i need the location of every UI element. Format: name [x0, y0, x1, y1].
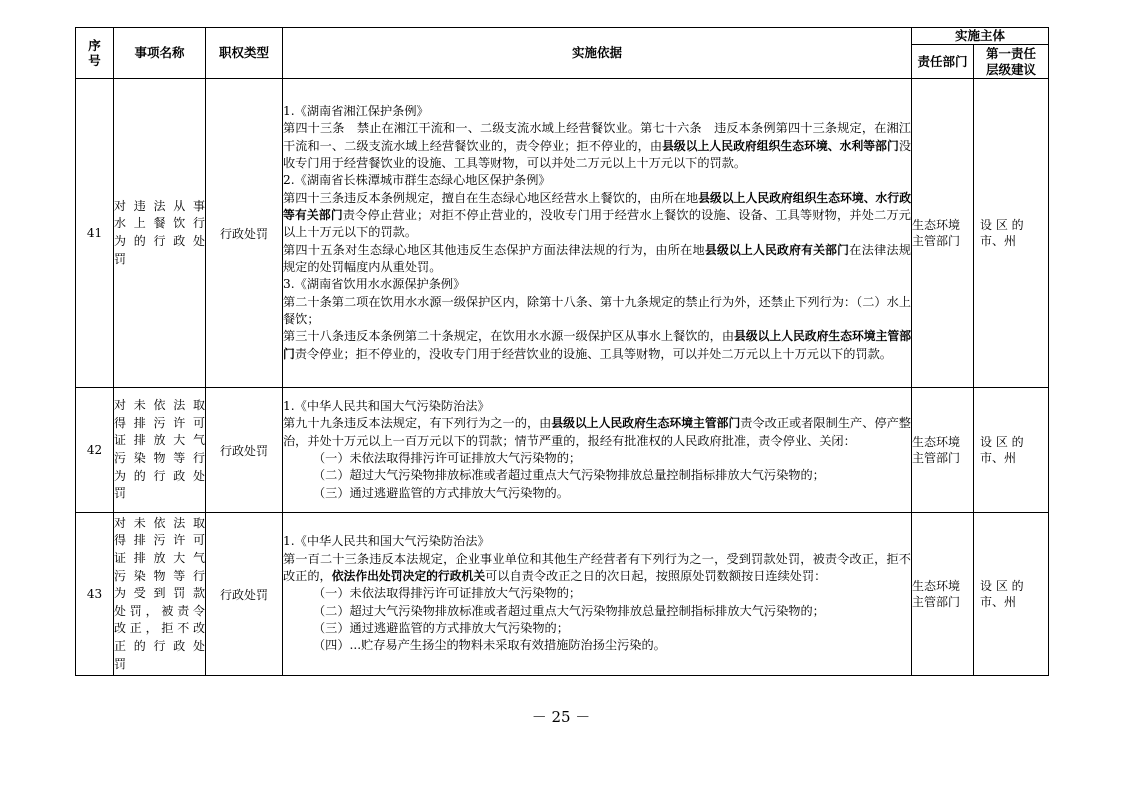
page-number: － 25 － — [531, 708, 591, 726]
item-name-line: 证排放大气 — [114, 433, 205, 448]
basis-text: 1.《中华人民共和国大气污染防治法》 — [283, 534, 490, 549]
basis-paragraph — [283, 533, 911, 550]
item-name-line: 罚 — [114, 251, 127, 266]
basis-text: 责令改正或者限制生产、停产整治，并处十万元以上一百万元以下的罚款；情节严重的，报经有批准权的人民政府批准，责令停业、关闭： — [283, 416, 911, 448]
header-dept: 责任部门 — [912, 45, 974, 79]
responsible-authority: 县级以上人民政府组织生态环境、水行政等有关部门 — [283, 190, 911, 222]
responsible-dept-line: 主管部门 — [912, 595, 961, 609]
responsibility-level-line: 设 区 的 — [980, 434, 1024, 449]
regulation-table — [75, 27, 1049, 676]
responsible-dept-line: 生态环境 — [912, 217, 961, 232]
basis-text: （一）未依法取得排污许可证排放大气污染物的； — [313, 586, 582, 601]
row-number: 42 — [76, 388, 114, 513]
basis-paragraph — [283, 328, 911, 363]
implementation-basis — [283, 388, 912, 513]
item-name — [114, 79, 206, 388]
basis-paragraph — [283, 603, 911, 620]
basis-paragraph — [283, 415, 911, 450]
responsibility-level — [974, 513, 1049, 676]
item-name-line: 为受到罚款 — [114, 586, 205, 601]
basis-text: 第四十三条违反本条例规定，擅自在生态绿心地区经营水上餐饮的，由所在地 — [283, 190, 699, 205]
basis-paragraph — [283, 485, 911, 502]
header-name: 事项名称 — [114, 28, 206, 79]
implementation-basis — [283, 513, 912, 676]
item-name-line: 处罚，被责令 — [114, 603, 205, 618]
basis-text: 责令停止营业；对拒不停止营业的，没收专门用于经营水上餐饮的设施、设备、工具等财物，并处二万元以上十万元以下的罚款。 — [283, 207, 911, 240]
item-name-line: 对未依法取 — [114, 515, 205, 530]
header-seq — [76, 28, 114, 79]
basis-paragraph — [283, 398, 911, 415]
basis-text: （一）未依法取得排污许可证排放大气污染物的； — [313, 451, 582, 465]
item-name — [114, 388, 206, 513]
item-name-line: 对未依法取 — [114, 398, 205, 413]
responsible-dept-line: 主管部门 — [912, 234, 961, 248]
responsible-dept-line: 主管部门 — [912, 451, 961, 465]
basis-text: （二）超过大气污染物排放标准或者超过重点大气污染物排放总量控制指标排放大气污染物的； — [313, 468, 825, 483]
basis-text: 第四十五条对生态绿心地区其他违反生态保护方面法律法规的行为，由所在地 — [283, 242, 705, 257]
basis-text: 第四十三条 禁止在湘江干流和一、二级支流水域上经营餐饮业。第七十六条 违反本条例第四十三条规定，在湘江干流和一、二级支流水域上经营餐饮业的，责令停业；拒不停业的，由 — [283, 121, 911, 153]
power-type: 行政处罚 — [206, 79, 283, 388]
responsible-authority: 依法作出处罚决定的行政机关 — [331, 568, 486, 583]
table-row — [76, 79, 1049, 388]
basis-text: 第一百二十三条违反本法规定，企业事业单位和其他生产经营者有下列行为之一，受到罚款处罚，被责令改正，拒不改正的， — [283, 551, 911, 583]
basis-paragraph — [283, 172, 911, 189]
basis-text: （二）超过大气污染物排放标准或者超过重点大气污染物排放总量控制指标排放大气污染物的； — [313, 603, 825, 618]
header-level-label: 第一责任层级建议 — [985, 45, 1036, 77]
basis-text: 责令停业；拒不停业的，没收专门用于经营饮业的设施、工具等财物，可以并处二万元以上十万元以下的罚款。 — [294, 346, 892, 361]
basis-text: 1.《湖南省湘江保护条例》 — [283, 103, 429, 118]
basis-paragraph — [283, 450, 911, 467]
header-entity: 实施主体 — [912, 28, 1049, 45]
basis-paragraph — [283, 190, 911, 242]
basis-paragraph — [283, 103, 911, 120]
header-kind: 职权类型 — [206, 28, 283, 79]
basis-paragraph — [283, 120, 911, 172]
table-row — [76, 513, 1049, 676]
item-name-line: 得排污许可 — [114, 415, 205, 430]
basis-paragraph — [283, 242, 911, 277]
header-seq-label: 序号 — [88, 38, 101, 68]
basis-text: 没收专门用于经营餐饮业的设施、工具等财物，可以并处二万元以上十万元以下的罚款。 — [283, 138, 911, 170]
basis-text: 在法律法规规定的处罚幅度内从重处罚。 — [283, 242, 911, 275]
responsible-dept — [912, 513, 974, 676]
basis-paragraph — [283, 294, 911, 329]
responsible-dept — [912, 79, 974, 388]
header-basis: 实施依据 — [283, 28, 912, 79]
responsibility-level-line: 市、州 — [980, 234, 1017, 248]
basis-text: 1.《中华人民共和国大气污染防治法》 — [283, 398, 490, 413]
item-name-line: 为的行政处 — [114, 468, 205, 483]
responsibility-level-line: 市、州 — [980, 451, 1017, 465]
item-name-line: 污染物等行 — [114, 568, 205, 583]
item-name — [114, 513, 206, 676]
basis-text: 第三十八条违反本条例第二十条规定，在饮用水水源一级保护区从事水上餐饮的，由 — [283, 329, 735, 344]
responsibility-level-line: 市、州 — [980, 595, 1017, 609]
basis-text: 第九十九条违反本法规定，有下列行为之一的，由 — [283, 416, 552, 431]
item-name-line: 对违法从事 — [114, 198, 205, 213]
responsibility-level — [974, 388, 1049, 513]
table-row — [76, 388, 1049, 513]
item-name-line: 证排放大气 — [114, 551, 205, 566]
item-name-line: 罚 — [114, 656, 127, 671]
responsibility-level — [974, 79, 1049, 388]
basis-text: 2.《湖南省长株潭城市群生态绿心地区保护条例》 — [283, 173, 551, 188]
basis-paragraph — [283, 620, 911, 637]
responsible-authority: 县级以上人民政府生态环境主管部门 — [551, 416, 741, 431]
item-name-line: 正的行政处 — [114, 638, 205, 653]
basis-paragraph — [283, 467, 911, 484]
power-type: 行政处罚 — [206, 513, 283, 676]
basis-text: 可以自责令改正之日的次日起，按照原处罚数额按日连续处罚： — [485, 568, 827, 583]
basis-text: （三）通过逃避监管的方式排放大气污染物的。 — [313, 485, 569, 500]
header-level — [974, 45, 1049, 79]
row-number: 41 — [76, 79, 114, 388]
responsible-dept-line: 生态环境 — [912, 578, 961, 593]
basis-text: 第二十条第二项在饮用水水源一级保护区内，除第十八条、第十九条规定的禁止行为外，还禁止下列行为：（二）水上餐饮； — [283, 294, 911, 327]
basis-paragraph — [283, 551, 911, 586]
responsible-authority: 县级以上人民政府组织生态环境、水利等部门 — [662, 138, 899, 153]
power-type: 行政处罚 — [206, 388, 283, 513]
responsibility-level-line: 设 区 的 — [980, 217, 1024, 232]
item-name-line: 罚 — [114, 486, 127, 501]
item-name-line: 污染物等行 — [114, 451, 205, 465]
row-number: 43 — [76, 513, 114, 676]
item-name-line: 水上餐饮行 — [114, 216, 205, 231]
responsible-authority: 县级以上人民政府生态环境主管部门 — [283, 329, 911, 361]
responsible-dept — [912, 388, 974, 513]
basis-text: （四）...贮存易产生扬尘的物料未采取有效措施防治扬尘污染的。 — [313, 638, 666, 653]
basis-paragraph — [283, 276, 911, 293]
responsible-authority: 县级以上人民政府有关部门 — [704, 242, 850, 257]
responsibility-level-line: 设 区 的 — [980, 578, 1024, 593]
implementation-basis — [283, 79, 912, 388]
item-name-line: 为的行政处 — [114, 234, 205, 248]
item-name-line: 改正，拒不改 — [114, 621, 205, 636]
item-name-line: 得排污许可 — [114, 533, 205, 548]
responsible-dept-line: 生态环境 — [912, 434, 961, 449]
basis-text: （三）通过逃避监管的方式排放大气污染物的； — [313, 621, 569, 636]
basis-text: 3.《湖南省饮用水水源保护条例》 — [283, 277, 466, 292]
basis-paragraph — [283, 637, 911, 654]
basis-paragraph — [283, 585, 911, 602]
